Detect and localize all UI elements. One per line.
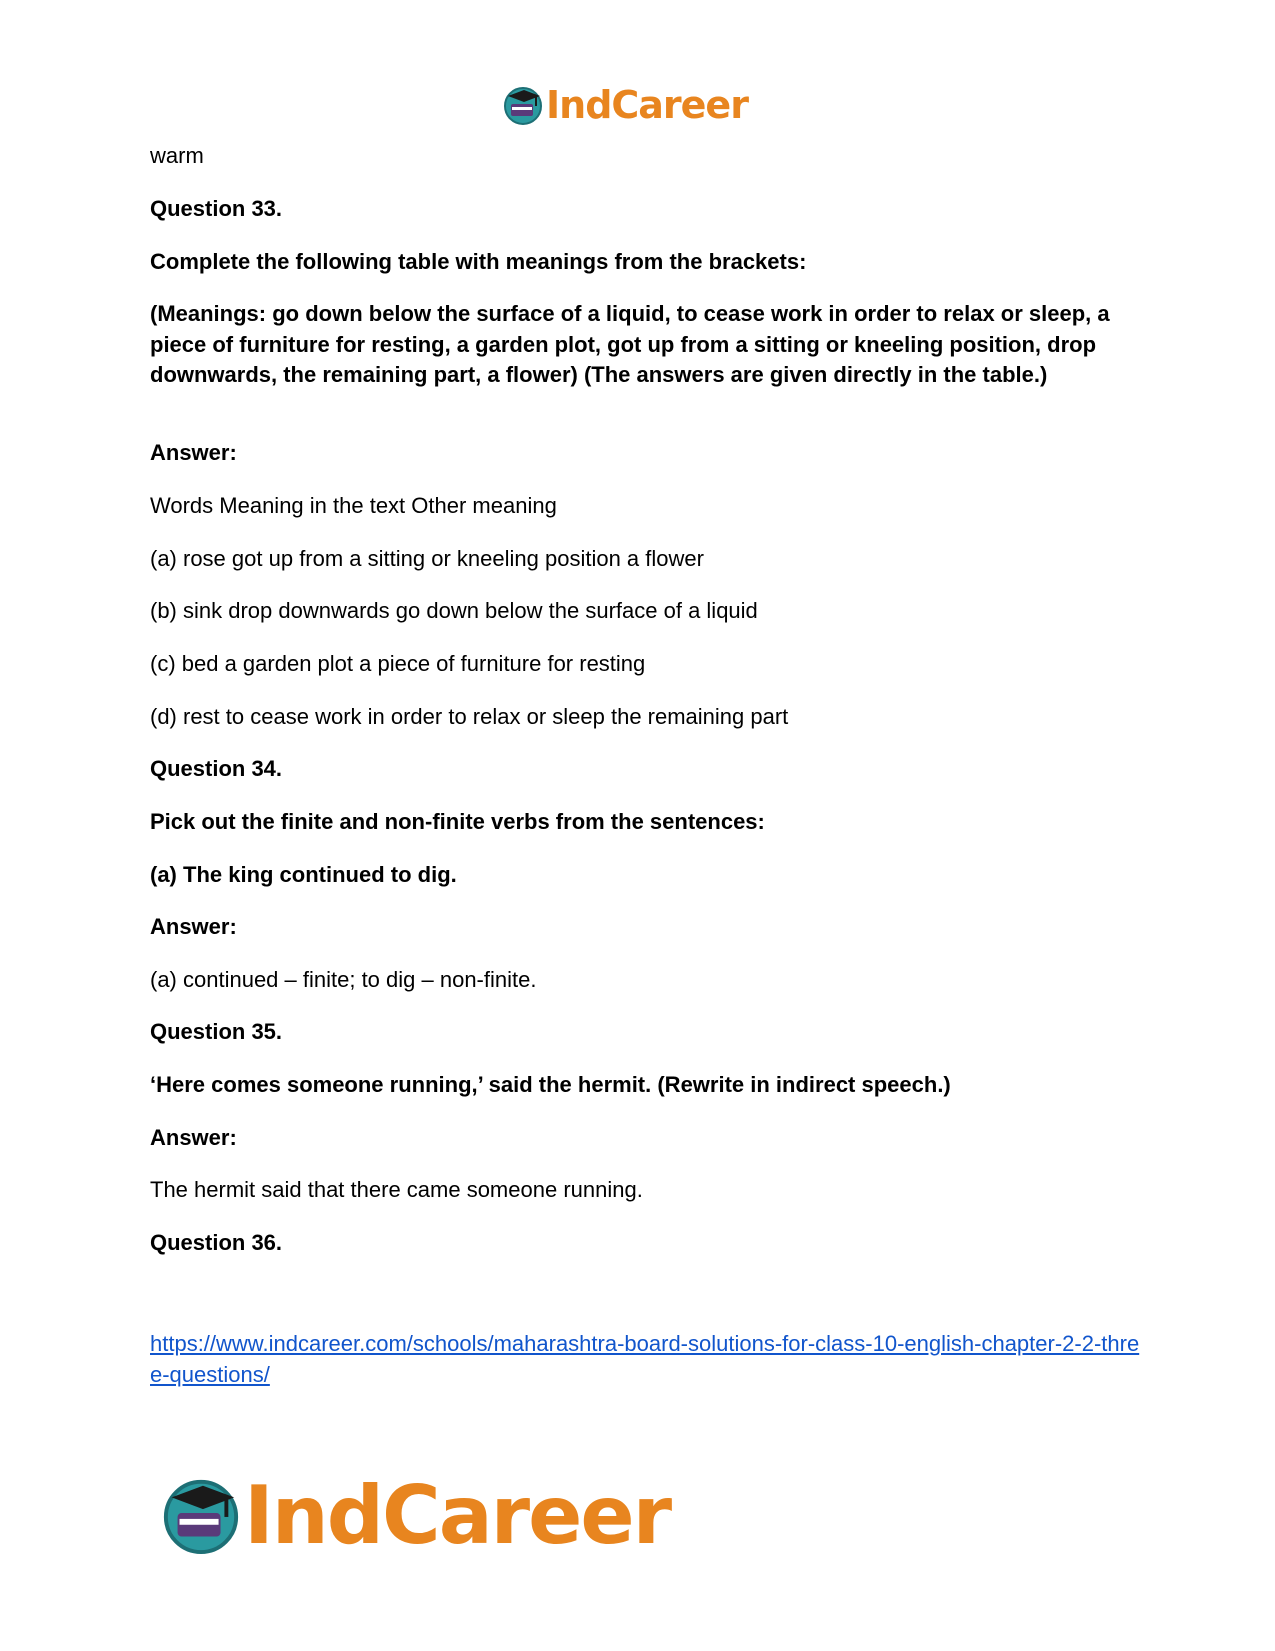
question-prompt: Complete the following table with meanings from the brackets:: [150, 249, 807, 274]
table-row-line: (c) bed a garden plot a piece of furniture for resting: [150, 651, 646, 676]
question-heading: Question 35.: [150, 1019, 283, 1044]
indcareer-logo-bottom: [160, 1470, 670, 1560]
answer-label: Answer:: [150, 440, 237, 465]
question-prompt: ‘Here comes someone running,’ said the hermit. (Rewrite in indirect speech.): [150, 1072, 951, 1097]
answer-label: Answer:: [150, 1125, 237, 1150]
graduation-globe-icon: [502, 84, 544, 126]
question-prompt: Pick out the finite and non-finite verbs from the sentences:: [150, 809, 765, 834]
table-row-line: (b) sink drop downwards go down below the surface of a liquid: [150, 598, 758, 623]
meanings-paragraph: (Meanings: go down below the surface of a liquid, to cease work in order to relax or sleep, a piece of furniture for resting, a garden plot, got up from a sitting or kneeling position, drop downwards, the remaining part, a flower) (The answers are given directly in the table.): [150, 301, 1110, 387]
table-header-line: Words Meaning in the text Other meaning: [150, 493, 557, 518]
question-heading: Question 33.: [150, 196, 283, 221]
question-heading: Question 36.: [150, 1230, 283, 1255]
table-row-line: (d) rest to cease work in order to relax or sleep the remaining part: [150, 704, 789, 729]
brand-name: IndCareer: [546, 83, 748, 127]
text-line: warm: [150, 143, 204, 168]
answer-text: (a) continued – finite; to dig – non-finite.: [150, 967, 537, 992]
indcareer-logo-top: [502, 80, 748, 130]
brand-name: IndCareer: [244, 1468, 671, 1562]
answer-text: The hermit said that there came someone running.: [150, 1177, 643, 1202]
question-sentence: (a) The king continued to dig.: [150, 862, 457, 887]
question-heading: Question 34.: [150, 756, 283, 781]
table-row-line: (a) rose got up from a sitting or kneeling position a flower: [150, 546, 704, 571]
answer-label: Answer:: [150, 914, 237, 939]
source-link[interactable]: https://www.indcareer.com/schools/maharashtra-board-solutions-for-class-10-english-chapter-2-2-three-questions/: [150, 1331, 1140, 1387]
graduation-globe-icon: [160, 1474, 242, 1556]
